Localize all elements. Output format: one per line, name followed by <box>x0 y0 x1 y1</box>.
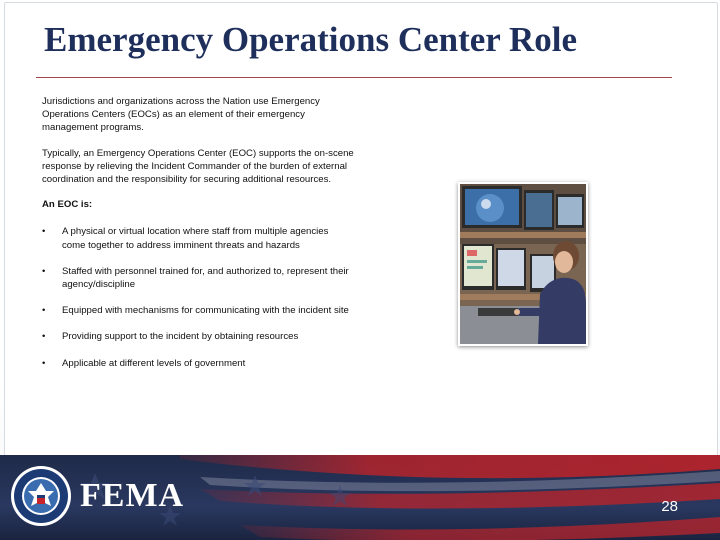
footer-banner <box>0 455 720 540</box>
list-item-text: Applicable at different levels of government <box>62 357 246 369</box>
dhs-seal-icon <box>10 465 72 527</box>
bullet-icon: • <box>42 226 46 238</box>
eoc-operator-photo <box>458 182 588 346</box>
list-item-text: Staffed with personnel trained for, and authorized to, represent their agency/discipline <box>62 265 349 291</box>
bullet-icon: • <box>42 305 46 317</box>
list-item <box>42 225 354 251</box>
list-item <box>42 265 354 291</box>
list-item-text: Providing support to the incident by obtaining resources <box>62 331 299 343</box>
bullet-icon: • <box>42 265 46 277</box>
bullet-icon: • <box>42 357 46 369</box>
slide-title: Emergency Operations Center Role <box>44 20 577 59</box>
list-item <box>42 357 354 370</box>
list-item <box>42 330 354 343</box>
page-number: 28 <box>661 498 678 515</box>
fema-logo-text: FEMA <box>80 477 185 514</box>
bullet-icon: • <box>42 331 46 343</box>
bullet-list <box>42 225 354 369</box>
list-item-text: A physical or virtual location where staff from multiple agencies come together to address imminent threats and hazards <box>62 226 329 251</box>
title-divider <box>36 77 672 78</box>
eoc-scene-illustration <box>460 184 586 344</box>
list-lead: An EOC is: <box>42 199 93 211</box>
paragraph-2: Typically, an Emergency Operations Center (EOC) supports the on-scene response by relieving the Incident Commander of the burden of external coordination and the responsibility for securing additional resources. <box>42 147 354 186</box>
paragraph-1: Jurisdictions and organizations across the Nation use Emergency Operations Centers (EOCs) as an element of their emergency management programs. <box>42 96 320 134</box>
slide-body <box>42 95 354 383</box>
list-item <box>42 304 354 317</box>
list-item-text: Equipped with mechanisms for communicating with the incident site <box>62 305 349 317</box>
